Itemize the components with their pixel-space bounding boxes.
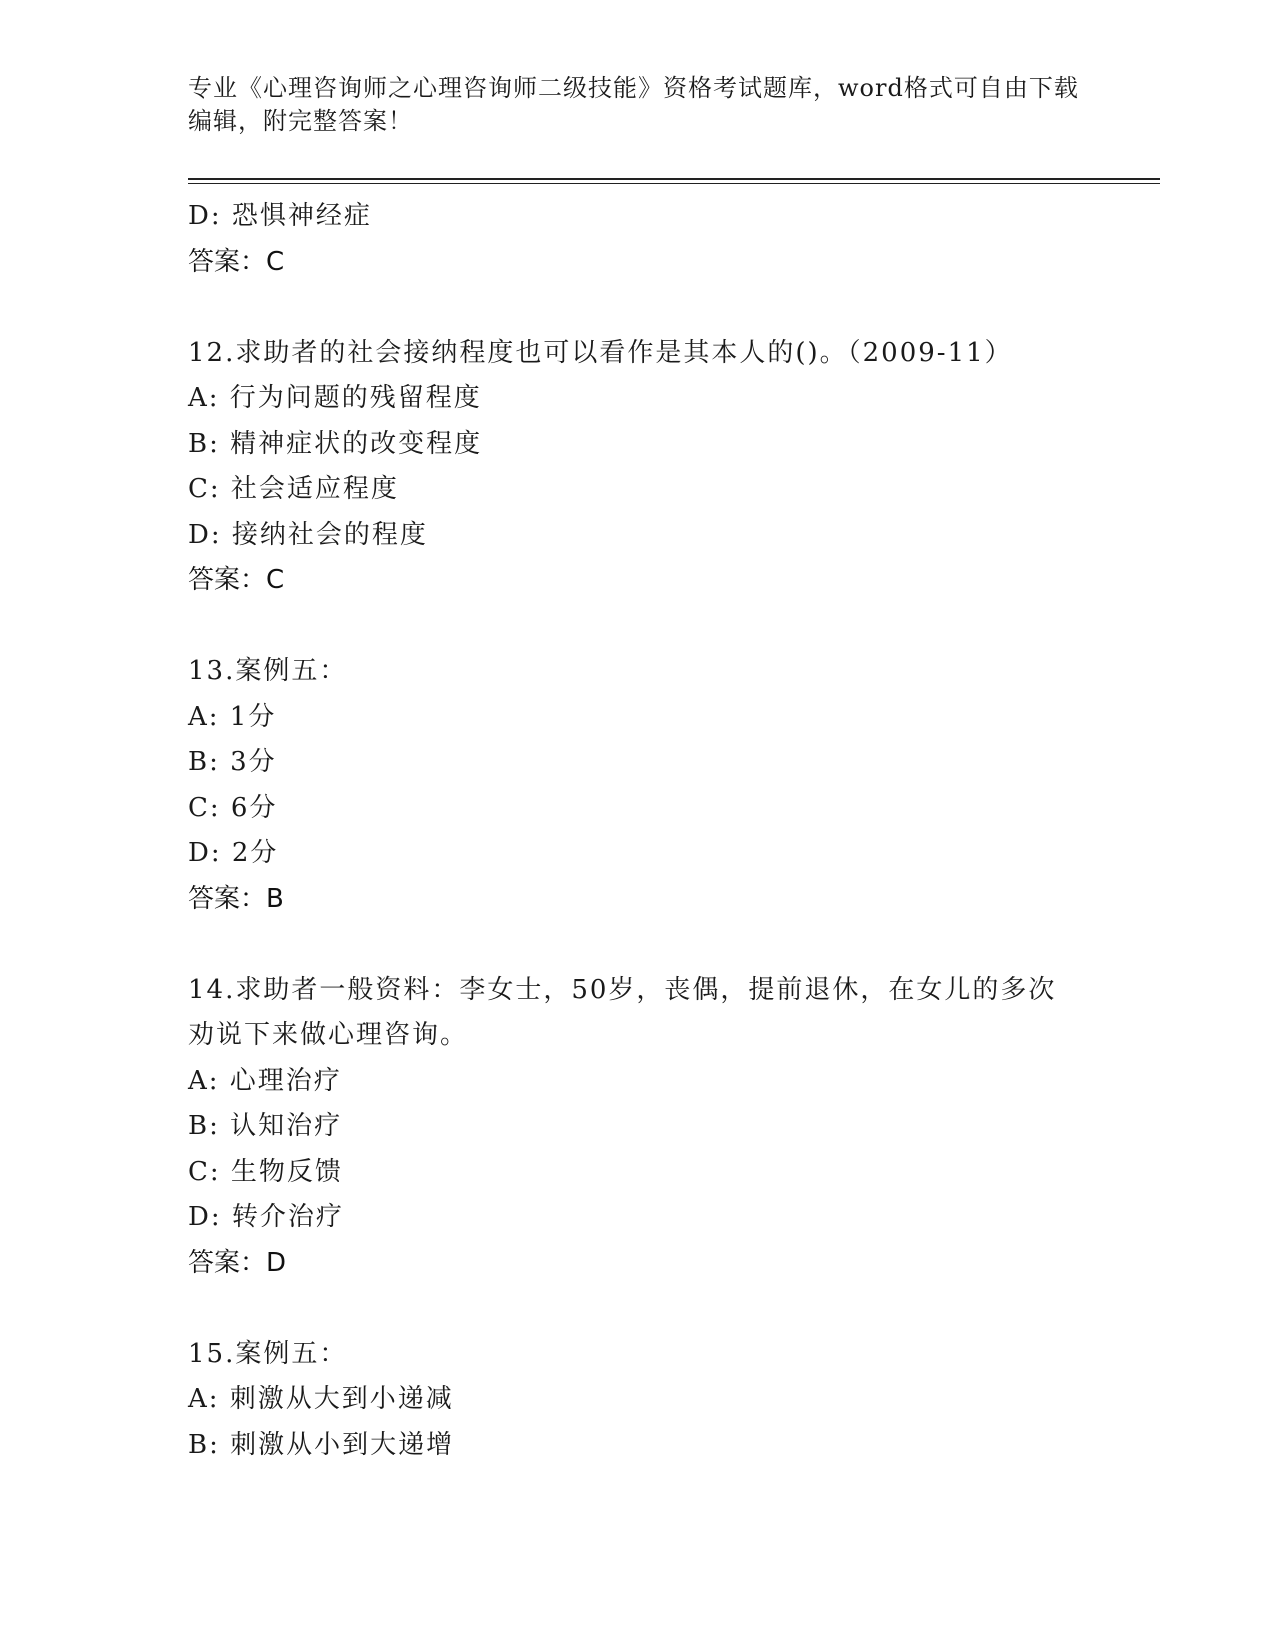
header-line-1: 专业《心理咨询师之心理咨询师二级技能》资格考试题库，word格式可自由下载 [188,74,1079,102]
question-stem: 15.案例五： [188,1338,348,1369]
option-d: D: 恐惧神经症 [188,201,372,231]
answer-line: 答案：C [188,565,285,595]
question-stem-line-1: 14.求助者一般资料：李女士，50岁，丧偶，提前退休，在女儿的多次 [188,974,1057,1005]
option-b: B: 认知治疗 [188,1111,343,1141]
spacer [188,922,1148,968]
spacer [188,604,1148,650]
answer-line: 答案：B [188,883,284,914]
document-header [188,72,1088,138]
option-c: C: 6分 [188,792,278,823]
header-divider-thin [188,183,1160,184]
option-a: A: 1分 [188,701,277,732]
option-d: D: 转介治疗 [188,1202,344,1232]
question-stem: 12.求助者的社会接纳程度也可以看作是其本人的()。（2009-11） [188,337,1013,368]
option-d: D: 接纳社会的程度 [188,519,428,550]
answer-line: 答案：D [188,1247,287,1278]
option-c: C: 社会适应程度 [188,474,399,504]
spacer [188,285,1148,331]
question-stem-line-2: 劝说下来做心理咨询。 [188,1020,469,1050]
option-d: D: 2分 [188,838,279,868]
option-a: A: 刺激从大到小递减 [188,1384,454,1414]
question-list [188,194,1148,1468]
option-c: C: 生物反馈 [188,1156,343,1187]
spacer [188,1286,1148,1332]
option-b: B: 精神症状的改变程度 [188,428,483,459]
option-a: A: 行为问题的残留程度 [188,383,482,413]
header-divider-thick [188,178,1160,180]
header-line-2: 编辑，附完整答案！ [188,107,413,135]
question-stem: 13.案例五： [188,656,348,686]
option-b: B: 3分 [188,747,277,777]
option-a: A: 心理治疗 [188,1065,342,1096]
option-b: B: 刺激从小到大递增 [188,1429,455,1460]
answer-line: 答案：C [188,246,285,277]
